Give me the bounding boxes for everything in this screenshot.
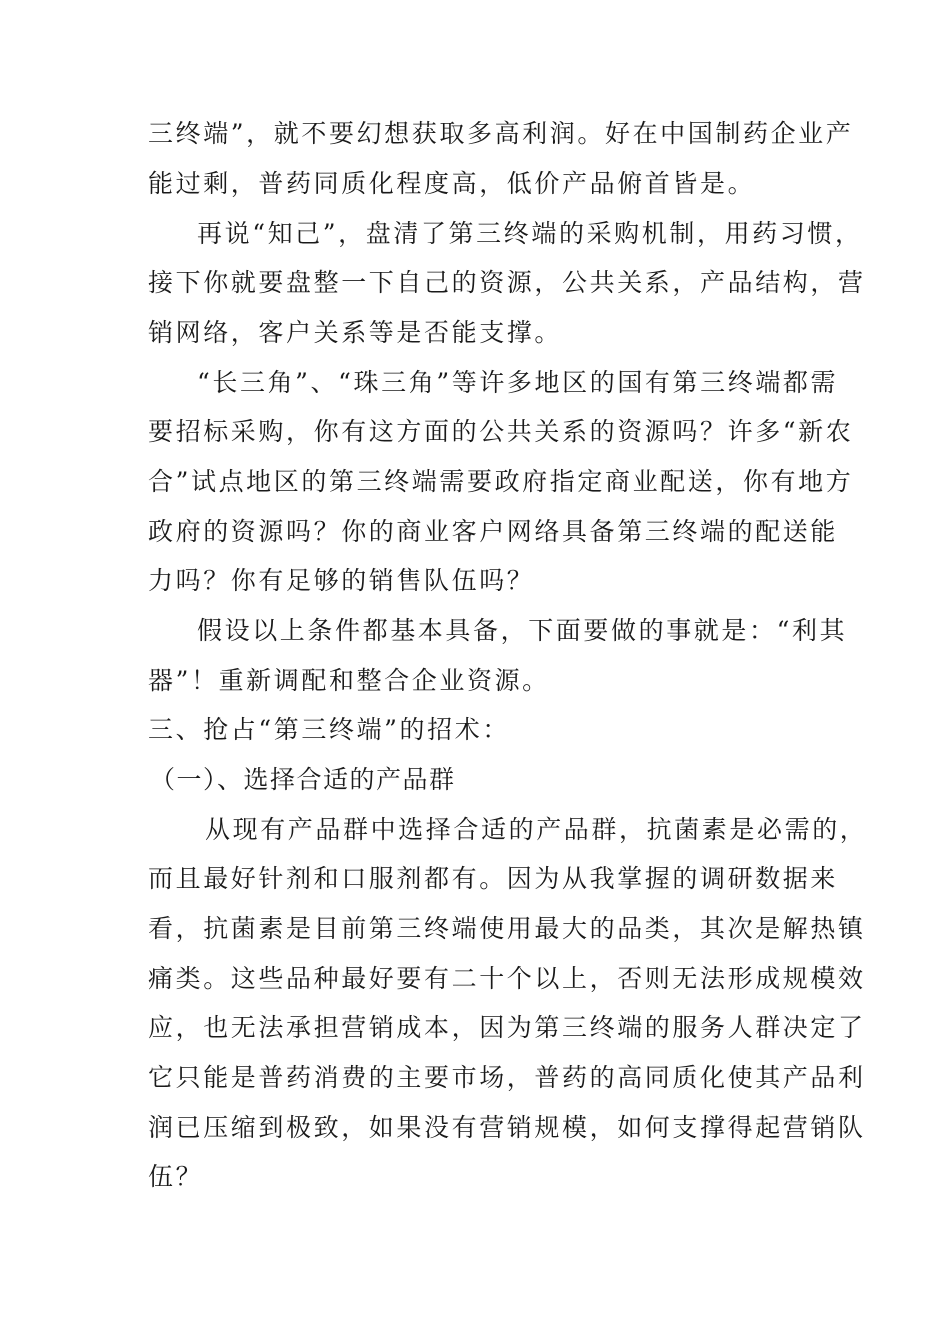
text-line-12: 器”！重新调配和整合企业资源。 xyxy=(148,666,550,695)
text-line-6: “长三角”、“珠三角”等许多地区的国有第三终端都需 xyxy=(197,368,839,397)
text-line-11: 假设以上条件都基本具备，下面要做的事就是：“利其 xyxy=(197,616,848,645)
text-line-18: 痛类。这些品种最好要有二十个以上，否则无法形成规模效 xyxy=(148,964,866,993)
text-line-19: 应，也无法承担营销成本，因为第三终端的服务人群决定了 xyxy=(148,1013,866,1042)
text-line-21: 润已压缩到极致，如果没有营销规模，如何支撑得起营销队 xyxy=(148,1113,866,1142)
text-line-8: 合”试点地区的第三终端需要政府指定商业配送，你有地方 xyxy=(148,467,854,496)
text-line-7: 要招标采购，你有这方面的公共关系的资源吗？许多“新农 xyxy=(148,417,854,446)
text-line-1: 三终端”，就不要幻想获取多高利润。好在中国制药企业产 xyxy=(148,119,854,148)
text-line-5: 销网络，客户关系等是否能支撑。 xyxy=(148,318,563,347)
text-line-22: 伍？ xyxy=(148,1162,204,1191)
section-heading: 三、抢占“第三终端”的招术： xyxy=(148,715,510,744)
text-line-2: 能过剩，普药同质化程度高，低价产品俯首皆是。 xyxy=(148,169,756,198)
text-line-4: 接下你就要盘整一下自己的资源，公共关系，产品结构，营 xyxy=(148,268,866,297)
text-line-10: 力吗？你有足够的销售队伍吗？ xyxy=(148,566,535,595)
text-line-15: 从现有产品群中选择合适的产品群，抗菌素是必需的， xyxy=(205,815,868,844)
text-line-9: 政府的资源吗？你的商业客户网络具备第三终端的配送能 xyxy=(148,517,839,546)
text-line-17: 看，抗菌素是目前第三终端使用最大的品类，其次是解热镇 xyxy=(148,914,866,943)
text-line-20: 它只能是普药消费的主要市场，普药的高同质化使其产品利 xyxy=(148,1063,866,1092)
text-line-3: 再说“知己”，盘清了第三终端的采购机制，用药习惯， xyxy=(197,219,863,248)
subsection-heading: （一）、选择合适的产品群 xyxy=(150,765,456,794)
text-line-16: 而且最好针剂和口服剂都有。因为从我掌握的调研数据来 xyxy=(148,864,839,893)
